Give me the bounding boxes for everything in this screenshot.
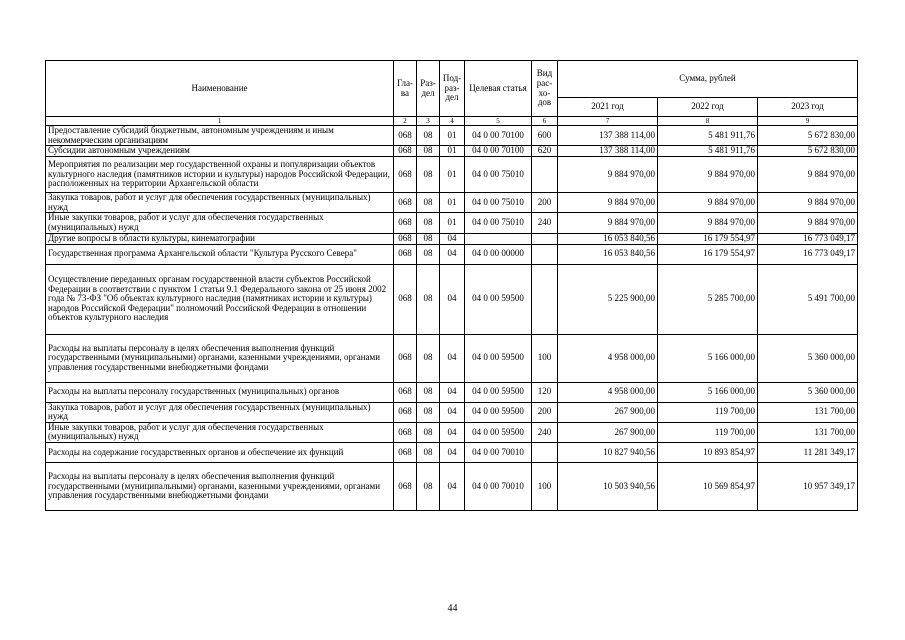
header-row-top	[46, 61, 858, 98]
row-sum-2022: 10 893 854,97	[658, 442, 758, 462]
row-target: 04 0 00 59500	[465, 402, 532, 422]
row-subsection: 01	[440, 213, 465, 233]
row-sum-2021: 16 053 840,56	[558, 244, 658, 264]
row-expense-type: 240	[532, 422, 558, 442]
row-chapter: 068	[394, 244, 417, 264]
row-expense-type	[532, 442, 558, 462]
row-chapter: 068	[394, 264, 417, 334]
row-chapter: 068	[394, 334, 417, 382]
row-name: Субсидии автономным учреждениям	[46, 146, 394, 157]
header-expense-type: Вид рас-хо-дов	[532, 61, 558, 117]
row-chapter: 068	[394, 193, 417, 213]
row-sum-2021: 4 958 000,00	[558, 382, 658, 402]
header-target: Целевая статья	[465, 61, 532, 117]
row-target: 04 0 00 59500	[465, 334, 532, 382]
row-name: Осуществление переданных органам государственной власти субъектов Российской Федерации в соответствии с пунктом 1 статьи 9.1 Федерального закона от 25 июня 2002 года № 73-ФЗ "Об объектах культурного наследия (памятниках истории и культуры) народов Российской Федерации" полномочий Российской Федерации в отношении объектов культурного наследия	[46, 264, 394, 334]
row-expense-type: 620	[532, 146, 558, 157]
row-sum-2022: 5 481 911,76	[658, 146, 758, 157]
row-expense-type: 240	[532, 213, 558, 233]
row-sum-2021: 16 053 840,56	[558, 233, 658, 244]
column-number: 3	[417, 117, 440, 126]
column-numbers-row	[46, 117, 858, 126]
table-row	[46, 233, 858, 244]
row-expense-type: 600	[532, 126, 558, 146]
header-year-2023: 2023 год	[758, 98, 858, 117]
row-sum-2022: 9 884 970,00	[658, 193, 758, 213]
row-section: 08	[417, 146, 440, 157]
row-target: 04 0 00 59500	[465, 422, 532, 442]
row-section: 08	[417, 213, 440, 233]
row-subsection: 04	[440, 402, 465, 422]
table-row	[46, 442, 858, 462]
row-expense-type	[532, 233, 558, 244]
row-chapter: 068	[394, 157, 417, 193]
row-name: Мероприятия по реализации мер государственной охраны и популяризации объектов культурного наследия (памятников истории и культуры) народов Российской Федерации, расположенных на территории Архангельской области	[46, 157, 394, 193]
row-sum-2023: 5 672 830,00	[758, 126, 858, 146]
row-target: 04 0 00 70010	[465, 442, 532, 462]
row-sum-2022: 119 700,00	[658, 422, 758, 442]
row-section: 08	[417, 193, 440, 213]
row-sum-2023: 131 700,00	[758, 402, 858, 422]
row-section: 08	[417, 422, 440, 442]
row-subsection: 01	[440, 157, 465, 193]
row-sum-2023: 9 884 970,00	[758, 213, 858, 233]
row-subsection: 04	[440, 244, 465, 264]
row-section: 08	[417, 244, 440, 264]
row-section: 08	[417, 462, 440, 510]
row-sum-2023: 5 360 000,00	[758, 334, 858, 382]
table-row	[46, 462, 858, 510]
row-sum-2023: 16 773 049,17	[758, 244, 858, 264]
column-number: 1	[46, 117, 394, 126]
row-sum-2022: 5 166 000,00	[658, 334, 758, 382]
row-sum-2021: 137 388 114,00	[558, 126, 658, 146]
row-section: 08	[417, 442, 440, 462]
table-body	[46, 126, 858, 511]
row-sum-2021: 9 884 970,00	[558, 193, 658, 213]
row-target: 04 0 00 00000	[465, 244, 532, 264]
row-expense-type: 200	[532, 193, 558, 213]
column-number: 7	[558, 117, 658, 126]
row-name: Иные закупки товаров, работ и услуг для обеспечения государственных (муниципальных) нужд	[46, 213, 394, 233]
table-row	[46, 382, 858, 402]
table-row	[46, 402, 858, 422]
row-name: Закупка товаров, работ и услуг для обеспечения государственных (муниципальных) нужд	[46, 402, 394, 422]
row-expense-type: 120	[532, 382, 558, 402]
row-chapter: 068	[394, 233, 417, 244]
row-sum-2023: 16 773 049,17	[758, 233, 858, 244]
row-sum-2023: 5 491 700,00	[758, 264, 858, 334]
row-target: 04 0 00 59500	[465, 264, 532, 334]
row-subsection: 04	[440, 422, 465, 442]
table-row	[46, 146, 858, 157]
row-section: 08	[417, 402, 440, 422]
table-row	[46, 126, 858, 146]
row-section: 08	[417, 233, 440, 244]
table-row	[46, 213, 858, 233]
row-subsection: 04	[440, 382, 465, 402]
row-chapter: 068	[394, 146, 417, 157]
column-number: 9	[758, 117, 858, 126]
row-expense-type: 200	[532, 402, 558, 422]
row-subsection: 04	[440, 264, 465, 334]
row-chapter: 068	[394, 382, 417, 402]
header-chapter: Гла-ва	[394, 61, 417, 117]
row-sum-2021: 9 884 970,00	[558, 157, 658, 193]
row-sum-2022: 119 700,00	[658, 402, 758, 422]
row-sum-2023: 5 360 000,00	[758, 382, 858, 402]
row-subsection: 04	[440, 233, 465, 244]
row-sum-2023: 10 957 349,17	[758, 462, 858, 510]
row-subsection: 01	[440, 126, 465, 146]
row-name: Расходы на выплаты персоналу государственных (муниципальных) органов	[46, 382, 394, 402]
row-sum-2022: 16 179 554,97	[658, 244, 758, 264]
row-name: Другие вопросы в области культуры, кинематографии	[46, 233, 394, 244]
row-section: 08	[417, 264, 440, 334]
row-sum-2022: 5 285 700,00	[658, 264, 758, 334]
row-expense-type: 100	[532, 334, 558, 382]
column-number: 8	[658, 117, 758, 126]
row-sum-2022: 9 884 970,00	[658, 157, 758, 193]
row-sum-2022: 9 884 970,00	[658, 213, 758, 233]
row-subsection: 01	[440, 193, 465, 213]
budget-table-sheet	[45, 60, 857, 511]
row-sum-2023: 11 281 349,17	[758, 442, 858, 462]
column-number: 4	[440, 117, 465, 126]
row-sum-2023: 131 700,00	[758, 422, 858, 442]
row-target	[465, 233, 532, 244]
header-name: Наименование	[46, 61, 394, 117]
row-sum-2022: 10 569 854,97	[658, 462, 758, 510]
row-target: 04 0 00 70100	[465, 126, 532, 146]
row-sum-2021: 137 388 114,00	[558, 146, 658, 157]
row-target: 04 0 00 75010	[465, 193, 532, 213]
table-row	[46, 334, 858, 382]
row-section: 08	[417, 334, 440, 382]
row-chapter: 068	[394, 442, 417, 462]
row-sum-2021: 9 884 970,00	[558, 213, 658, 233]
row-subsection: 04	[440, 442, 465, 462]
row-sum-2021: 267 900,00	[558, 422, 658, 442]
page-number: 44	[447, 603, 458, 614]
header-sum: Сумма, рублей	[558, 61, 858, 98]
row-target: 04 0 00 59500	[465, 382, 532, 402]
row-expense-type	[532, 244, 558, 264]
header-section: Раз-дел	[417, 61, 440, 117]
row-section: 08	[417, 382, 440, 402]
row-name: Расходы на выплаты персоналу в целях обеспечения выполнения функций государственными (муниципальными) органами, казенными учреждениями, органами управления государственными внебюджетными фондами	[46, 334, 394, 382]
row-sum-2023: 9 884 970,00	[758, 157, 858, 193]
row-sum-2022: 5 481 911,76	[658, 126, 758, 146]
row-sum-2021: 10 827 940,56	[558, 442, 658, 462]
row-name: Расходы на выплаты персоналу в целях обеспечения выполнения функций государственными (муниципальными) органами, казенными учреждениями, органами управления государственными внебюджетными фондами	[46, 462, 394, 510]
row-chapter: 068	[394, 462, 417, 510]
header-year-2022: 2022 год	[658, 98, 758, 117]
column-number: 6	[532, 117, 558, 126]
table-row	[46, 264, 858, 334]
row-subsection: 01	[440, 146, 465, 157]
row-name: Государственная программа Архангельской области "Культура Русского Севера"	[46, 244, 394, 264]
row-name: Предоставление субсидий бюджетным, автономным учреждениям и иным некоммерческим организациям	[46, 126, 394, 146]
budget-table	[45, 60, 858, 511]
table-row	[46, 193, 858, 213]
row-name: Закупка товаров, работ и услуг для обеспечения государственных (муниципальных) нужд	[46, 193, 394, 213]
row-expense-type	[532, 264, 558, 334]
row-sum-2022: 5 166 000,00	[658, 382, 758, 402]
header-year-2021: 2021 год	[558, 98, 658, 117]
table-row	[46, 157, 858, 193]
row-sum-2022: 16 179 554,97	[658, 233, 758, 244]
row-chapter: 068	[394, 126, 417, 146]
table-row	[46, 422, 858, 442]
row-subsection: 04	[440, 334, 465, 382]
row-section: 08	[417, 157, 440, 193]
header-subsection: Под-раз-дел	[440, 61, 465, 117]
row-subsection: 04	[440, 462, 465, 510]
row-target: 04 0 00 70010	[465, 462, 532, 510]
row-name: Расходы на содержание государственных органов и обеспечение их функций	[46, 442, 394, 462]
table-row	[46, 244, 858, 264]
row-chapter: 068	[394, 402, 417, 422]
row-sum-2023: 5 672 830,00	[758, 146, 858, 157]
row-target: 04 0 00 70100	[465, 146, 532, 157]
row-sum-2021: 4 958 000,00	[558, 334, 658, 382]
row-target: 04 0 00 75010	[465, 157, 532, 193]
row-sum-2021: 10 503 940,56	[558, 462, 658, 510]
row-name: Иные закупки товаров, работ и услуг для обеспечения государственных (муниципальных) нужд	[46, 422, 394, 442]
row-sum-2021: 5 225 900,00	[558, 264, 658, 334]
row-chapter: 068	[394, 422, 417, 442]
row-target: 04 0 00 75010	[465, 213, 532, 233]
row-section: 08	[417, 126, 440, 146]
column-number: 5	[465, 117, 532, 126]
row-expense-type: 100	[532, 462, 558, 510]
column-number: 2	[394, 117, 417, 126]
row-sum-2023: 9 884 970,00	[758, 193, 858, 213]
row-expense-type	[532, 157, 558, 193]
row-chapter: 068	[394, 213, 417, 233]
row-sum-2021: 267 900,00	[558, 402, 658, 422]
